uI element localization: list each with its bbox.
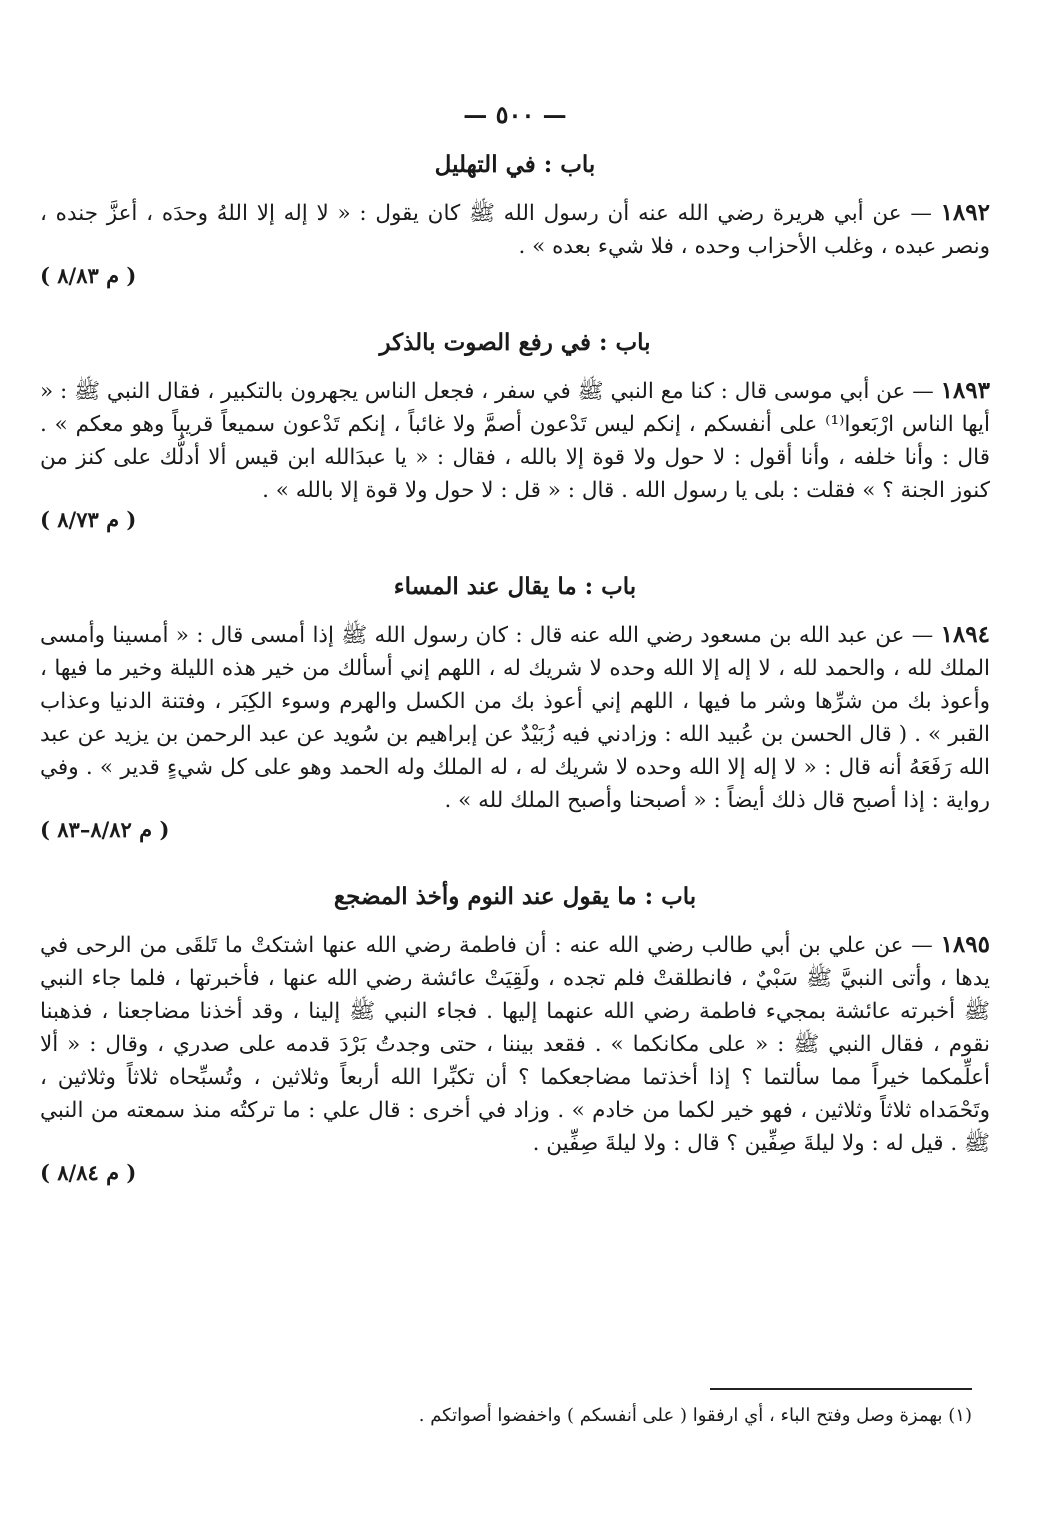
hadith-reference: ( م ٨/٨٢–٨٣ ) [40,817,170,842]
footnote-divider [710,1388,972,1390]
chapter-title: باب : ما يقال عند المساء [393,573,637,600]
hadith-entry [40,196,990,291]
hadith-entry [40,928,990,1188]
hadith-number: ١٨٩٣ [940,377,990,404]
hadith-entry [40,618,990,845]
hadith-reference: ( م ٨/٨٣ ) [40,263,137,288]
hadith-number: ١٨٩٥ [940,931,990,958]
hadith-text [40,374,990,507]
hadith-entry [40,374,990,535]
hadith-number: ١٨٩٢ [940,199,990,226]
footnote: (١) بهمزة وصل وفتح الباء ، أي ارفقوا ( على أنفسكم ) واخفضوا أصواتكم . [418,1405,972,1426]
hadith-body: — عن أبي موسى قال : كنا مع النبي ﷺ في سفر ، فجعل الناس يجهرون بالتكبير ، فقال النبي ﷺ : « أيها الناس ارْبَعوا⁽¹⁾ على أنفسكم ، إنكم ليس تَدْعون أصمَّ ولا غائباً ، إنكم تَدْعون سميعاً قريباً وهو معكم » . قال : وأنا خلفه ، وأنا أقول : لا حول ولا قوة إلا بالله ، فقال : « يا عبدَالله ابن قيس ألا أدلُّك على كنز من كنوز الجنة ؟ » فقلت : بلى يا رسول الله . قال : « قل : لا حول ولا قوة إلا بالله » . [40,379,991,503]
hadith-reference: ( م ٨/٨٤ ) [40,1160,137,1185]
hadith-body: — عن عبد الله بن مسعود رضي الله عنه قال : كان رسول الله ﷺ إذا أمسى قال : « أمسينا وأمسى الملك لله ، والحمد لله ، لا إله إلا الله وحده لا شريك له ، اللهم إني أسألك من خير هذه الليلة وخير ما فيها ، وأعوذ بك من شرِّها وشر ما فيها ، اللهم إني أعوذ بك من الكسل والهرم وسوء الكِبَر ، وفتنة الدنيا وعذاب القبر » . ( قال الحسن بن عُبيد الله : وزادني فيه زُبَيْدٌ عن إبراهيم بن سُويد عن عبد الرحمن بن يزيد عن عبد الله رَفَعَهُ أنه قال : « لا إله إلا الله وحده لا شريك له ، له الملك وله الحمد وهو على كل شيءٍ قدير » . وفي رواية : إذا أصبح قال ذلك أيضاً : « أصبحنا وأصبح الملك لله » . [40,623,990,813]
hadith-body: — عن أبي هريرة رضي الله عنه أن رسول الله ﷺ كان يقول : « لا إله إلا اللهُ وحدَه ، أعزَّ جنده ، ونصر عبده ، وغلب الأحزاب وحده ، فلا شيء بعده » . [40,201,990,259]
hadith-text [40,618,990,817]
chapter-title: باب : في التهليل [434,151,596,178]
hadith-number: ١٨٩٤ [940,621,990,648]
page-number: — ٥٠٠ — [463,100,567,129]
chapter-title: باب : في رفع الصوت بالذكر [379,329,651,356]
hadith-text [40,928,990,1160]
hadith-text [40,196,990,263]
hadith-body: — عن علي بن أبي طالب رضي الله عنه : أن فاطمة رضي الله عنها اشتكتْ ما تَلقَى من الرحى في يدها ، وأتى النبيَّ ﷺ سَبْيٌ ، فانطلقتْ فلم تجده ، ولَقِيَتْ عائشة رضي الله عنها ، فأخبرتها ، فلما جاء النبي ﷺ أخبرته عائشة بمجيء فاطمة رضي الله عنهما إليها . فجاء النبي ﷺ إلينا ، وقد أخذنا مضاجعنا ، فذهبنا نقوم ، فقال النبي ﷺ : « على مكانكما » . فقعد بيننا ، حتى وجدتُ بَرْدَ قدمه على صدري ، وقال : « ألا أعلِّمكما خيراً مما سألتما ؟ إذا أخذتما مضاجعكما ؟ أن تكبِّرا الله أربعاً وثلاثين ، وتُسبِّحاه ثلاثاً وثلاثين ، وتَحْمَداه ثلاثاً وثلاثين ، فهو خير لكما من خادم » . وزاد في أخرى : قال علي : ما تركتُه منذ سمعته من النبي ﷺ . قيل له : ولا ليلةَ صِفِّين ؟ قال : ولا ليلةَ صِفِّين . [40,933,990,1156]
hadith-reference: ( م ٨/٧٣ ) [40,507,137,532]
book-page [40,100,990,1226]
chapter-title: باب : ما يقول عند النوم وأخذ المضجع [333,883,697,910]
